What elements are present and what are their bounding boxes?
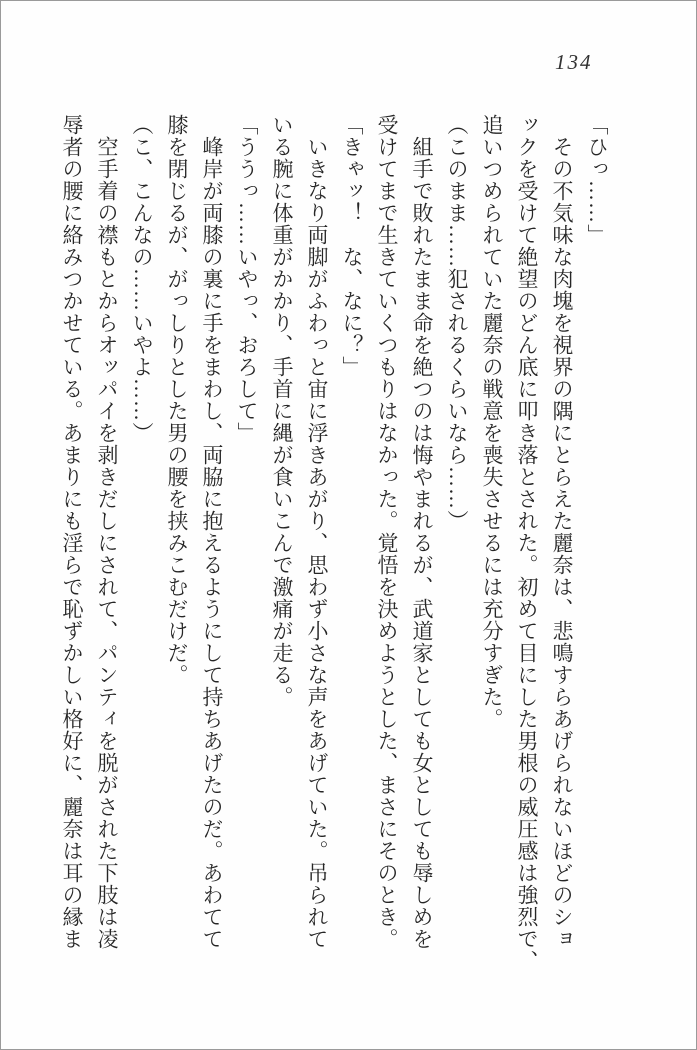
text-line: 「きゃッ！ な、なに？」 — [340, 114, 364, 378]
page-number: 134 — [555, 50, 593, 74]
text-line: 「ひっ……」 — [585, 114, 609, 246]
text-line: 受けてまで生きていくつもりはなかった。覚悟を決めようとした、まさにそのとき。 — [375, 114, 399, 950]
text-line: 峰岸が両膝の裏に手をまわし、両脇に抱えるようにして持ちあげたのだ。あわてて — [200, 114, 224, 950]
text-line: 空手着の襟もとからオッパイを剥きだしにされて、パンティを脱がされた下肢は凌 — [95, 114, 119, 950]
text-line: その不気味な肉塊を視界の隅にとらえた麗奈は、悲鳴すらあげられないほどのショ — [550, 114, 574, 950]
text-line: 辱者の腰に絡みつかせている。あまりにも淫らで恥ずかしい格好に、麗奈は耳の縁ま — [60, 114, 84, 950]
text-line: （こ、こんなの……いやよ……） — [130, 114, 154, 444]
text-line: 「ううっ……いやっ、おろして」 — [235, 114, 259, 444]
text-line: 膝を閉じるが、がっしりとした男の腰を挟みこむだけだ。 — [165, 114, 189, 686]
text-line: ックを受けて絶望のどん底に叩き落とされた。初めて目にした男根の威圧感は強烈で、 — [515, 114, 539, 972]
text-block — [48, 114, 608, 978]
text-line: 組手で敗れたまま命を絶つのは悔やまれるが、武道家としても女としても辱しめを — [410, 114, 434, 950]
text-line: 追いつめられていた麗奈の戦意を喪失させるには充分すぎた。 — [480, 114, 504, 730]
text-line: （このまま……犯されるくらいなら……） — [445, 114, 469, 532]
text-line: いる腕に体重がかかり、手首に縄が食いこんで激痛が走る。 — [270, 114, 294, 708]
text-line: いきなり両脚がふわっと宙に浮きあがり、思わず小さな声をあげていた。吊られて — [305, 114, 329, 950]
